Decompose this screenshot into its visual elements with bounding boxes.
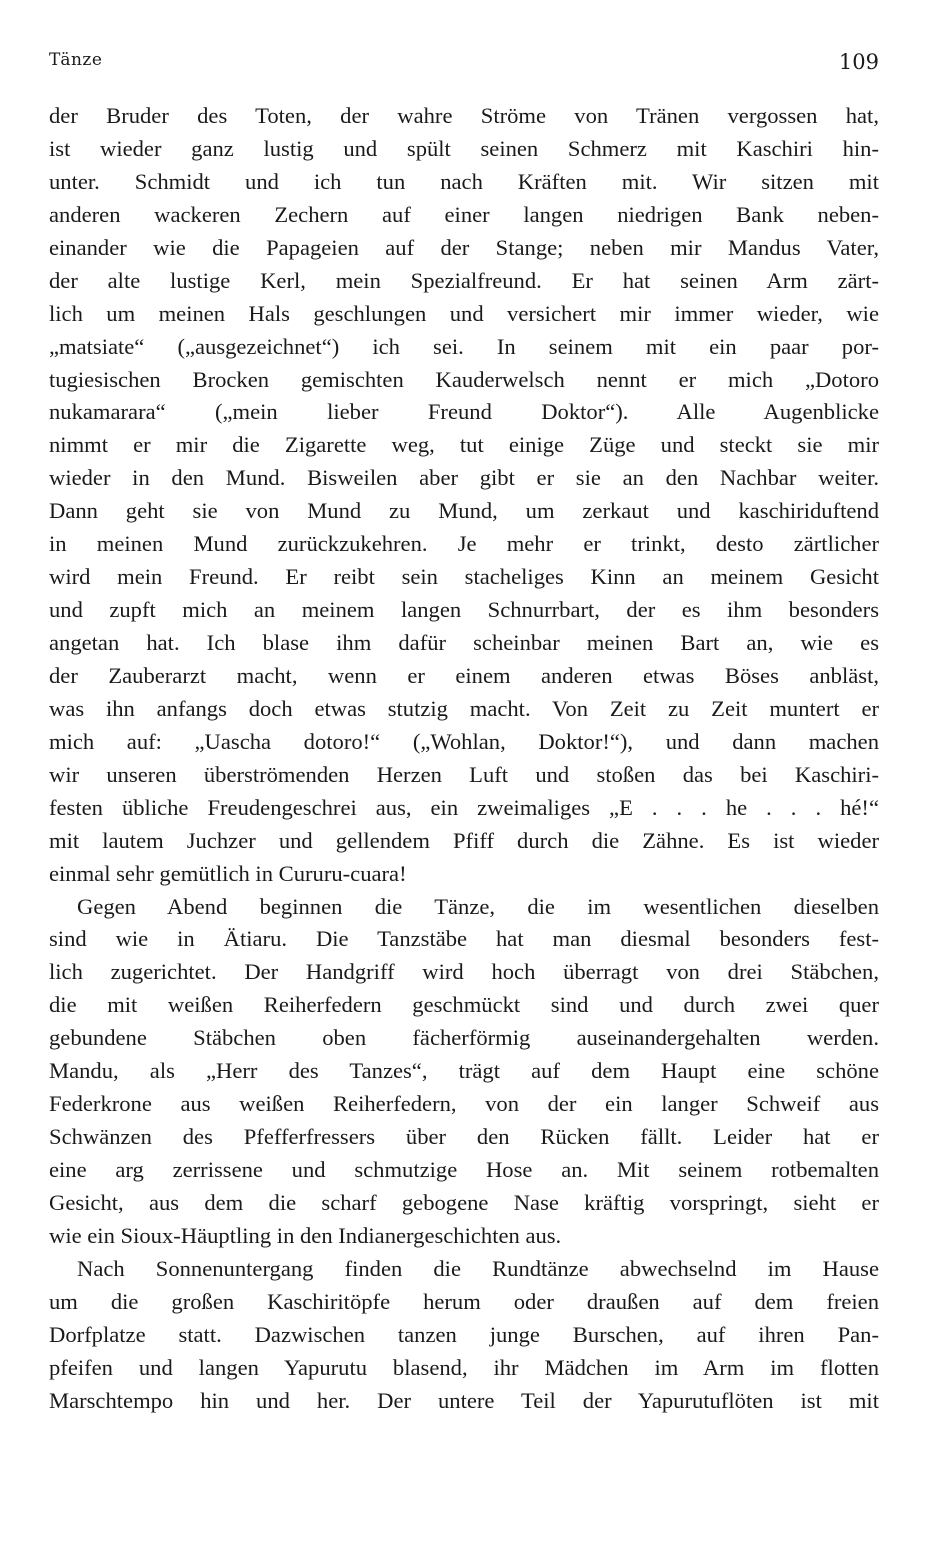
text-line: festen übliche Freudengeschrei aus, ein zweimaliges „E . . . he . . . hé!“	[49, 794, 879, 820]
page-number: 109	[838, 50, 879, 74]
text-line: mich auf: „Uascha dotoro!“ („Wohlan, Doktor!“), und dann machen	[49, 728, 879, 754]
paragraph-1	[49, 100, 879, 891]
text-line: der Bruder des Toten, der wahre Ströme von Tränen vergossen hat,	[49, 103, 879, 128]
text-line: in meinen Mund zurückzukehren. Je mehr er trinkt, desto zärtlicher	[49, 531, 879, 557]
text-line: lich um meinen Hals geschlungen und versichert mir immer wieder, wie	[49, 300, 879, 326]
text-line: gebundene Stäbchen oben fächerförmig auseinandergehalten werden.	[49, 1025, 879, 1051]
text-line: anderen wackeren Zechern auf einer langen niedrigen Bank neben-	[49, 201, 879, 227]
text-line: mit lautem Juchzer und gellendem Pfiff durch die Zähne. Es ist wieder	[49, 827, 879, 853]
text-line: Dorfplatze statt. Dazwischen tanzen junge Burschen, auf ihren Pan-	[49, 1321, 879, 1347]
text-line: der alte lustige Kerl, mein Spezialfreund. Er hat seinen Arm zärt-	[49, 267, 879, 293]
text-line: lich zugerichtet. Der Handgriff wird hoch überragt von drei Stäbchen,	[49, 959, 879, 985]
text-line: angetan hat. Ich blase ihm dafür scheinbar meinen Bart an, wie es	[49, 630, 879, 655]
text-line: Federkrone aus weißen Reiherfedern, von der ein langer Schweif aus	[49, 1091, 879, 1117]
text-line: Nach Sonnenuntergang finden die Rundtänze abwechselnd im Hause	[77, 1255, 879, 1281]
running-header	[49, 50, 879, 80]
text-line: Gesicht, aus dem die scharf gebogene Nase kräftig vorspringt, sieht er	[49, 1189, 879, 1215]
text-line: nukamarara“ („mein lieber Freund Doktor“). Alle Augenblicke	[49, 399, 879, 425]
paragraph-2	[49, 891, 879, 1253]
text-line: nimmt er mir die Zigarette weg, tut einige Züge und steckt sie mir	[49, 432, 879, 458]
text-line: Schwänzen des Pfefferfressers über den Rücken fällt. Leider hat er	[49, 1124, 879, 1150]
text-line: die mit weißen Reiherfedern geschmückt sind und durch zwei quer	[49, 992, 879, 1018]
text-line: sind wie in Ätiaru. Die Tanzstäbe hat man diesmal besonders fest-	[49, 926, 879, 952]
text-line: einander wie die Papageien auf der Stange; neben mir Mandus Vater,	[49, 234, 879, 260]
text-line: einmal sehr gemütlich in Cururu-cuara!	[49, 860, 407, 886]
paragraph-3	[49, 1253, 879, 1418]
text-line: um die großen Kaschiritöpfe herum oder draußen auf dem freien	[49, 1288, 879, 1314]
text-line: wie ein Sioux-Häuptling in den Indianergeschichten aus.	[49, 1222, 562, 1248]
text-line: wir unseren überströmenden Herzen Luft und stoßen das bei Kaschiri-	[49, 761, 879, 787]
text-line: ist wieder ganz lustig und spült seinen Schmerz mit Kaschiri hin-	[49, 135, 879, 161]
body-text	[49, 100, 879, 1418]
text-line: wird mein Freund. Er reibt sein stacheliges Kinn an meinem Gesicht	[49, 564, 879, 590]
text-line: Gegen Abend beginnen die Tänze, die im wesentlichen dieselben	[77, 893, 879, 919]
text-line: Mandu, als „Herr des Tanzes“, trägt auf dem Haupt eine schöne	[49, 1058, 879, 1084]
running-title: Tänze	[49, 50, 103, 70]
text-line: und zupft mich an meinem langen Schnurrbart, der es ihm besonders	[49, 597, 879, 623]
text-line: Marschtempo hin und her. Der untere Teil der Yapurutuflöten ist mit	[49, 1387, 879, 1413]
text-line: tugiesischen Brocken gemischten Kauderwelsch nennt er mich „Dotoro	[49, 366, 879, 392]
text-line: „matsiate“ („ausgezeichnet“) ich sei. In seinem mit ein paar por-	[49, 333, 879, 359]
text-line: wieder in den Mund. Bisweilen aber gibt er sie an den Nachbar weiter.	[49, 465, 879, 491]
text-line: Dann geht sie von Mund zu Mund, um zerkaut und kaschiriduftend	[49, 498, 879, 524]
text-line: pfeifen und langen Yapurutu blasend, ihr Mädchen im Arm im flotten	[49, 1354, 879, 1380]
text-line: eine arg zerrissene und schmutzige Hose an. Mit seinem rotbemalten	[49, 1157, 879, 1182]
text-line: unter. Schmidt und ich tun nach Kräften mit. Wir sitzen mit	[49, 168, 879, 194]
text-line: der Zauberarzt macht, wenn er einem anderen etwas Böses anbläst,	[49, 662, 879, 688]
text-line: was ihn anfangs doch etwas stutzig macht. Von Zeit zu Zeit muntert er	[49, 695, 879, 721]
